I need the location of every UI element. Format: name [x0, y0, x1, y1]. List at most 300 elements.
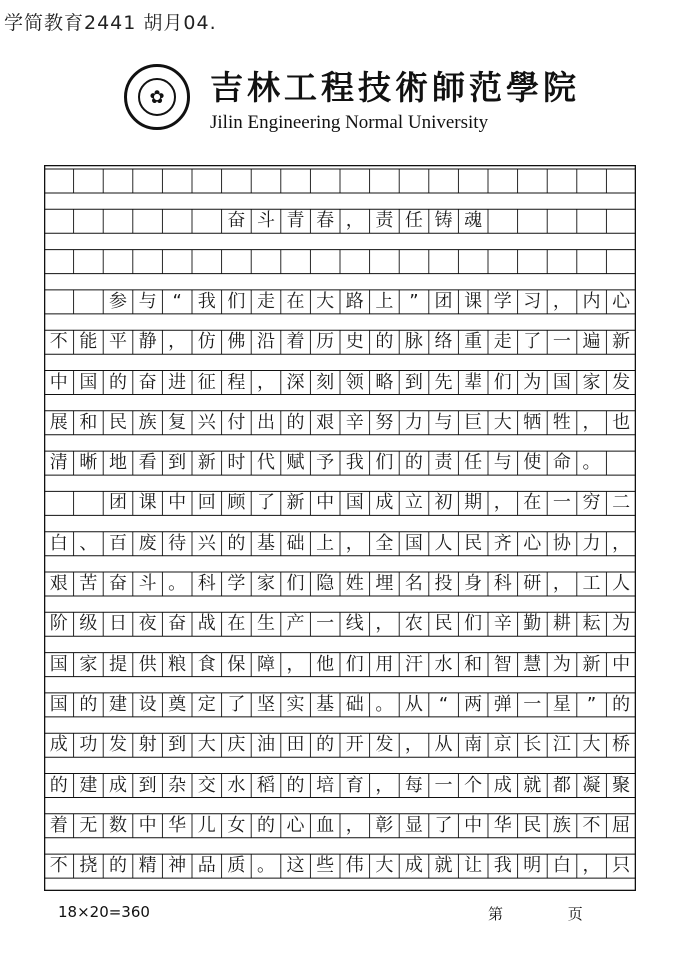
grid-cell	[518, 209, 548, 233]
grid-cell: 屈	[612, 814, 631, 836]
grid-cell: 艰	[316, 411, 335, 433]
grid-cell: 们	[345, 653, 364, 675]
grid-cell: 到	[404, 371, 423, 393]
grid-cell: 成	[375, 492, 394, 514]
grid-cell: 科	[493, 573, 512, 594]
page-number-label: 第 页	[488, 905, 613, 923]
grid-cell: 沿	[256, 331, 275, 353]
grid-cell	[281, 169, 311, 193]
grid-cell: 了	[227, 693, 246, 715]
grid-cell: 任	[404, 210, 423, 232]
grid-cell	[162, 250, 192, 274]
grid-cell: 线	[345, 613, 364, 635]
grid-cell: 废	[138, 532, 157, 554]
grid-cell: ，	[582, 855, 601, 877]
grid-cell: 地	[108, 452, 127, 474]
grid-cell: 从	[434, 734, 453, 756]
grid-cell: 们	[464, 613, 483, 635]
grid-cell: 定	[197, 693, 216, 715]
grid-cell: 斗	[138, 573, 157, 594]
grid-cell: 育	[345, 774, 364, 796]
grid-cell: 艰	[49, 573, 68, 594]
grid-cell: 提	[108, 653, 127, 675]
grid-cell: 一	[434, 774, 453, 796]
grid-cell: 牺	[523, 411, 542, 433]
grid-cell: 不	[582, 814, 601, 836]
grid-cell: 成	[493, 774, 512, 796]
grid-cell: 发	[108, 734, 127, 756]
grid-cell: 挠	[79, 855, 98, 877]
grid-cell: 农	[404, 613, 423, 635]
grid-cell: 顾	[227, 492, 246, 514]
grid-cell: 民	[434, 613, 453, 635]
grid-cell: 供	[138, 653, 157, 675]
grid-cell: 。	[168, 573, 187, 594]
grid-cell	[458, 250, 488, 274]
grid-cell: 予	[316, 452, 335, 474]
grid-cell	[606, 169, 636, 193]
grid-cell: 巨	[464, 411, 483, 433]
grid-cell	[74, 209, 104, 233]
grid-cell: 保	[227, 653, 246, 675]
grid-cell: 江	[552, 734, 571, 756]
grid-cell: ，	[375, 613, 394, 635]
grid-cell: 兴	[197, 411, 216, 433]
text-line-11	[44, 572, 636, 596]
grid-cell	[74, 290, 104, 314]
grid-cell: 国	[49, 653, 68, 675]
grid-cell: 的	[286, 774, 305, 796]
grid-cell: 遍	[582, 331, 601, 353]
grid-cell: 中	[316, 492, 335, 514]
text-line-1	[44, 169, 636, 193]
grid-cell: 家	[79, 653, 98, 675]
grid-cell: 家	[256, 573, 275, 594]
grid-cell: 民	[108, 411, 127, 433]
grid-cell: ，	[345, 532, 364, 554]
text-line-6	[44, 371, 636, 395]
text-line-4	[44, 290, 636, 314]
grid-cell	[133, 169, 163, 193]
grid-cell: 二	[612, 492, 631, 514]
grid-cell: ”	[409, 290, 419, 312]
grid-cell	[606, 209, 636, 233]
grid-cell: 赋	[286, 452, 305, 474]
text-line-12	[44, 612, 636, 636]
grid-cell: 水	[434, 653, 453, 675]
grid-cell: ，	[612, 532, 631, 554]
grid-cell: 责	[434, 452, 453, 474]
grid-cell: 回	[197, 492, 216, 514]
grid-cell: 些	[316, 855, 335, 877]
grid-cell: 协	[552, 532, 571, 554]
grid-cell: 油	[256, 734, 275, 756]
grid-cell: 一	[552, 331, 571, 353]
grid-cell: 在	[286, 290, 305, 312]
grid-cell: 国	[404, 532, 423, 554]
grid-cell: ，	[493, 492, 512, 514]
grid-cell: 只	[612, 855, 631, 877]
grid-cell	[192, 250, 222, 274]
text-line-5	[44, 330, 636, 354]
grid-cell	[577, 250, 607, 274]
grid-cell: 课	[464, 290, 483, 312]
grid-cell: 静	[138, 331, 157, 353]
grid-cell: 科	[197, 573, 216, 594]
grid-cell: 研	[523, 573, 542, 594]
grid-cell: 在	[523, 492, 542, 514]
grid-cell: 发	[612, 371, 631, 393]
grid-cell: 路	[345, 290, 364, 312]
grid-cell: 先	[434, 371, 453, 393]
grid-cell	[44, 491, 74, 515]
grid-cell: 庆	[227, 734, 246, 756]
grid-cell	[310, 169, 340, 193]
text-line-14	[44, 693, 636, 717]
grid-cell: 神	[168, 855, 187, 877]
grid-cell: 明	[523, 855, 542, 877]
grid-cell: 工	[582, 573, 601, 594]
grid-cell: 的	[108, 855, 127, 877]
grid-cell: 华	[168, 814, 187, 836]
grid-cell: 我	[345, 452, 364, 474]
grid-cell: 期	[464, 492, 483, 514]
grid-cell: 与	[138, 290, 157, 312]
grid-cell: 走	[256, 290, 275, 312]
grid-cell: 到	[138, 774, 157, 796]
grid-cell: 上	[316, 532, 335, 554]
grid-cell: 了	[256, 492, 275, 514]
grid-cell: 设	[138, 693, 157, 715]
grid-cell: 内	[582, 290, 601, 312]
grid-cell: 新	[612, 331, 631, 353]
grid-cell	[370, 169, 400, 193]
grid-cell: ，	[168, 331, 187, 353]
text-line-10	[44, 532, 636, 556]
grid-cell: 奋	[138, 371, 157, 393]
grid-cell: 我	[493, 855, 512, 877]
grid-cell: 清	[49, 452, 68, 474]
grid-cell: 络	[434, 331, 453, 353]
grid-cell: 立	[404, 492, 423, 514]
grid-cell: 质	[227, 855, 246, 877]
grid-cell: 民	[523, 814, 542, 836]
grid-cell: 人	[612, 573, 631, 594]
grid-cell: 奠	[168, 693, 187, 715]
grid-cell: 发	[375, 734, 394, 756]
grid-cell: 品	[197, 855, 216, 877]
grid-cell: 大	[316, 290, 335, 312]
grid-cell: 建	[108, 693, 127, 715]
grid-cell: ，	[582, 411, 601, 433]
grid-cell	[103, 169, 133, 193]
grid-cell: 着	[286, 331, 305, 353]
text-line-8	[44, 451, 636, 475]
grid-cell	[458, 169, 488, 193]
grid-cell: 心	[286, 814, 305, 836]
grid-cell	[281, 250, 311, 274]
grid-cell: 彰	[375, 814, 394, 836]
grid-cell: 学	[227, 573, 246, 594]
grid-cell: 的	[79, 693, 98, 715]
grid-cell: 命	[552, 452, 571, 474]
grid-cell: 奋	[108, 573, 127, 594]
text-line-16	[44, 774, 636, 798]
grid-cell: 建	[79, 774, 98, 796]
grid-cell	[399, 250, 429, 274]
grid-cell: 能	[79, 331, 98, 353]
grid-cell: 历	[316, 331, 335, 353]
grid-cell: 习	[523, 290, 542, 312]
grid-cell: 族	[552, 814, 571, 836]
text-line-17	[44, 814, 636, 838]
grid-cell: 奋	[168, 613, 187, 635]
grid-cell	[399, 169, 429, 193]
text-line-7	[44, 411, 636, 435]
grid-cell: 基	[256, 532, 275, 554]
grid-cell	[606, 451, 636, 475]
grid-cell: 伟	[345, 855, 364, 877]
grid-cell: 实	[286, 693, 305, 715]
grid-cell: 们	[227, 290, 246, 312]
grid-cell	[133, 250, 163, 274]
grid-cell	[547, 169, 577, 193]
grid-cell	[251, 250, 281, 274]
grid-cell	[74, 169, 104, 193]
grid-cell: 聚	[612, 774, 631, 796]
grid-cell: ，	[256, 371, 275, 393]
grid-cell: 民	[464, 532, 483, 554]
grid-cell: 脉	[404, 331, 423, 353]
grid-cell: 新	[582, 653, 601, 675]
grid-cell: 与	[434, 411, 453, 433]
grid-cell: 大	[493, 411, 512, 433]
grid-cell: 时	[227, 452, 246, 474]
logo-emblem-icon: ✿	[138, 78, 176, 116]
grid-cell: ”	[586, 693, 597, 715]
grid-cell: 。	[375, 693, 394, 715]
grid-cell: 上	[375, 290, 394, 312]
handwritten-header-note: 学简教育2441 胡月04.	[4, 12, 217, 34]
grid-cell: 儿	[197, 814, 216, 836]
grid-cell: 中	[138, 814, 157, 836]
grid-cell: 星	[552, 693, 571, 715]
grid-cell: 让	[464, 855, 483, 877]
grid-cell: 新	[197, 452, 216, 474]
grid-cell	[222, 250, 252, 274]
grid-cell: 射	[138, 734, 157, 756]
grid-cell: 也	[612, 411, 631, 433]
grid-cell	[162, 169, 192, 193]
grid-cell: 待	[168, 532, 187, 554]
grid-cell: ，	[552, 573, 571, 594]
grid-cell	[340, 250, 370, 274]
grid-cell: 平	[108, 331, 127, 353]
grid-cell: 责	[375, 210, 394, 232]
grid-cell: 和	[79, 411, 98, 433]
grid-cell	[340, 169, 370, 193]
grid-cell: 学	[493, 290, 512, 312]
grid-cell: 不	[49, 855, 68, 877]
grid-cell: 障	[256, 653, 275, 675]
grid-cell	[547, 250, 577, 274]
grid-cell: 隐	[316, 573, 335, 594]
grid-cell: 斗	[256, 210, 275, 232]
grid-cell: 付	[227, 411, 246, 433]
grid-cell: 看	[138, 452, 157, 474]
grid-cell: 培	[316, 774, 335, 796]
grid-cell: 的	[49, 774, 68, 796]
grid-cell	[44, 290, 74, 314]
grid-cell	[192, 169, 222, 193]
grid-cell: 用	[375, 653, 394, 675]
grid-cell: 辈	[464, 371, 483, 393]
grid-cell: 。	[582, 452, 601, 474]
grid-cell: 晰	[79, 452, 98, 474]
grid-cell: 白	[552, 855, 571, 877]
grid-cell: 每	[404, 774, 423, 796]
grid-cell: 础	[345, 693, 364, 715]
manuscript-grid	[44, 165, 636, 891]
grid-cell	[518, 169, 548, 193]
grid-cell: 了	[434, 814, 453, 836]
grid-cell: 领	[345, 371, 364, 393]
grid-cell: 在	[227, 613, 246, 635]
grid-cell: 走	[493, 331, 512, 353]
grid-cell: 力	[582, 532, 601, 554]
grid-cell: 的	[286, 411, 305, 433]
grid-cell: 京	[493, 734, 512, 756]
grid-cell	[577, 169, 607, 193]
grid-cell: 个	[464, 774, 483, 796]
grid-cell: 杂	[168, 774, 187, 796]
text-line-18	[44, 854, 636, 878]
grid-cell: 一	[316, 613, 335, 635]
grid-cell: 投	[434, 573, 453, 594]
grid-cell: 弹	[493, 693, 512, 715]
grid-cell: 成	[49, 734, 68, 756]
grid-cell: 粮	[168, 653, 187, 675]
grid-cell: 华	[493, 814, 512, 836]
grid-cell: 桥	[612, 734, 631, 756]
grid-cell: 进	[168, 371, 187, 393]
university-name-cn: 吉林工程技術師范學院	[210, 68, 580, 107]
grid-cell: 身	[464, 573, 483, 594]
grid-cell: 努	[375, 411, 394, 433]
grid-cell: 心	[612, 290, 631, 312]
grid-cell: 就	[523, 774, 542, 796]
grid-cell: 生	[256, 613, 275, 635]
grid-cell: 耘	[582, 613, 601, 635]
grid-cell: 课	[138, 492, 157, 514]
grid-cell	[577, 209, 607, 233]
grid-cell: 无	[79, 814, 98, 836]
grid-cell: 这	[286, 855, 305, 877]
grid-cell: 一	[552, 492, 571, 514]
grid-cell: 全	[375, 532, 394, 554]
grid-cell: 埋	[375, 573, 394, 594]
grid-cell	[310, 250, 340, 274]
grid-cell: 百	[108, 532, 127, 554]
grid-cell: 日	[108, 613, 127, 635]
grid-cell: 血	[316, 814, 335, 836]
grid-cell: 阶	[49, 613, 68, 635]
grid-cell: 春	[316, 210, 335, 232]
grid-cell: 水	[227, 774, 246, 796]
grid-cell: ，	[345, 814, 364, 836]
grid-cell: 的	[256, 814, 275, 836]
grid-cell: 奋	[227, 210, 246, 232]
grid-cell: 的	[404, 452, 423, 474]
grid-cell: 基	[316, 693, 335, 715]
grid-cell: 凝	[582, 774, 601, 796]
grid-cell: 开	[345, 734, 364, 756]
grid-cell: 出	[256, 411, 275, 433]
grid-cell: 们	[493, 371, 512, 393]
grid-cell: 、	[79, 532, 98, 554]
grid-cell: 人	[434, 532, 453, 554]
grid-cell: 中	[168, 492, 187, 514]
grid-cell: 成	[108, 774, 127, 796]
grid-cell: 国	[79, 371, 98, 393]
grid-cell: 程	[227, 371, 246, 393]
grid-cell: 产	[286, 613, 305, 635]
grid-count: 18×20=360	[58, 903, 150, 921]
grid-cell: 都	[552, 774, 571, 796]
grid-cell: 食	[197, 653, 216, 675]
grid-cell: 辛	[493, 613, 512, 635]
grid-cell: 。	[256, 855, 275, 877]
text-line-3	[44, 250, 636, 274]
grid-cell: ，	[345, 210, 364, 232]
text-line-13	[44, 653, 636, 677]
grid-cell	[488, 250, 518, 274]
grid-cell: 团	[434, 290, 453, 312]
grid-cell: 就	[434, 855, 453, 877]
university-logo-icon	[124, 64, 190, 130]
grid-cell: 牲	[552, 411, 571, 433]
grid-cell: 础	[286, 532, 305, 554]
grid-cell	[488, 209, 518, 233]
grid-cell	[103, 209, 133, 233]
grid-cell: 战	[197, 613, 216, 635]
grid-cell: 青	[286, 210, 305, 232]
grid-cell: 成	[404, 855, 423, 877]
grid-cell	[44, 250, 74, 274]
grid-cell: 为	[523, 371, 542, 393]
grid-cell: 仿	[197, 331, 216, 353]
grid-cell: 姓	[345, 573, 364, 594]
grid-cell: “	[172, 290, 182, 312]
grid-cell: 的	[316, 734, 335, 756]
grid-cell: ，	[286, 653, 305, 675]
grid-cell: 交	[197, 774, 216, 796]
grid-cell: 他	[316, 653, 335, 675]
grid-cell: 力	[404, 411, 423, 433]
grid-cell: 南	[464, 734, 483, 756]
grid-cell: 的	[108, 371, 127, 393]
text-line-9	[44, 491, 636, 515]
grid-cell: 汗	[404, 653, 423, 675]
grid-cell: 着	[49, 814, 68, 836]
grid-cell	[44, 209, 74, 233]
grid-cell: 国	[49, 693, 68, 715]
grid-cell: “	[438, 693, 449, 715]
grid-cell: 的	[375, 331, 394, 353]
grid-cell: 大	[375, 855, 394, 877]
grid-cell: 女	[227, 814, 246, 836]
grid-cell: 初	[434, 492, 453, 514]
